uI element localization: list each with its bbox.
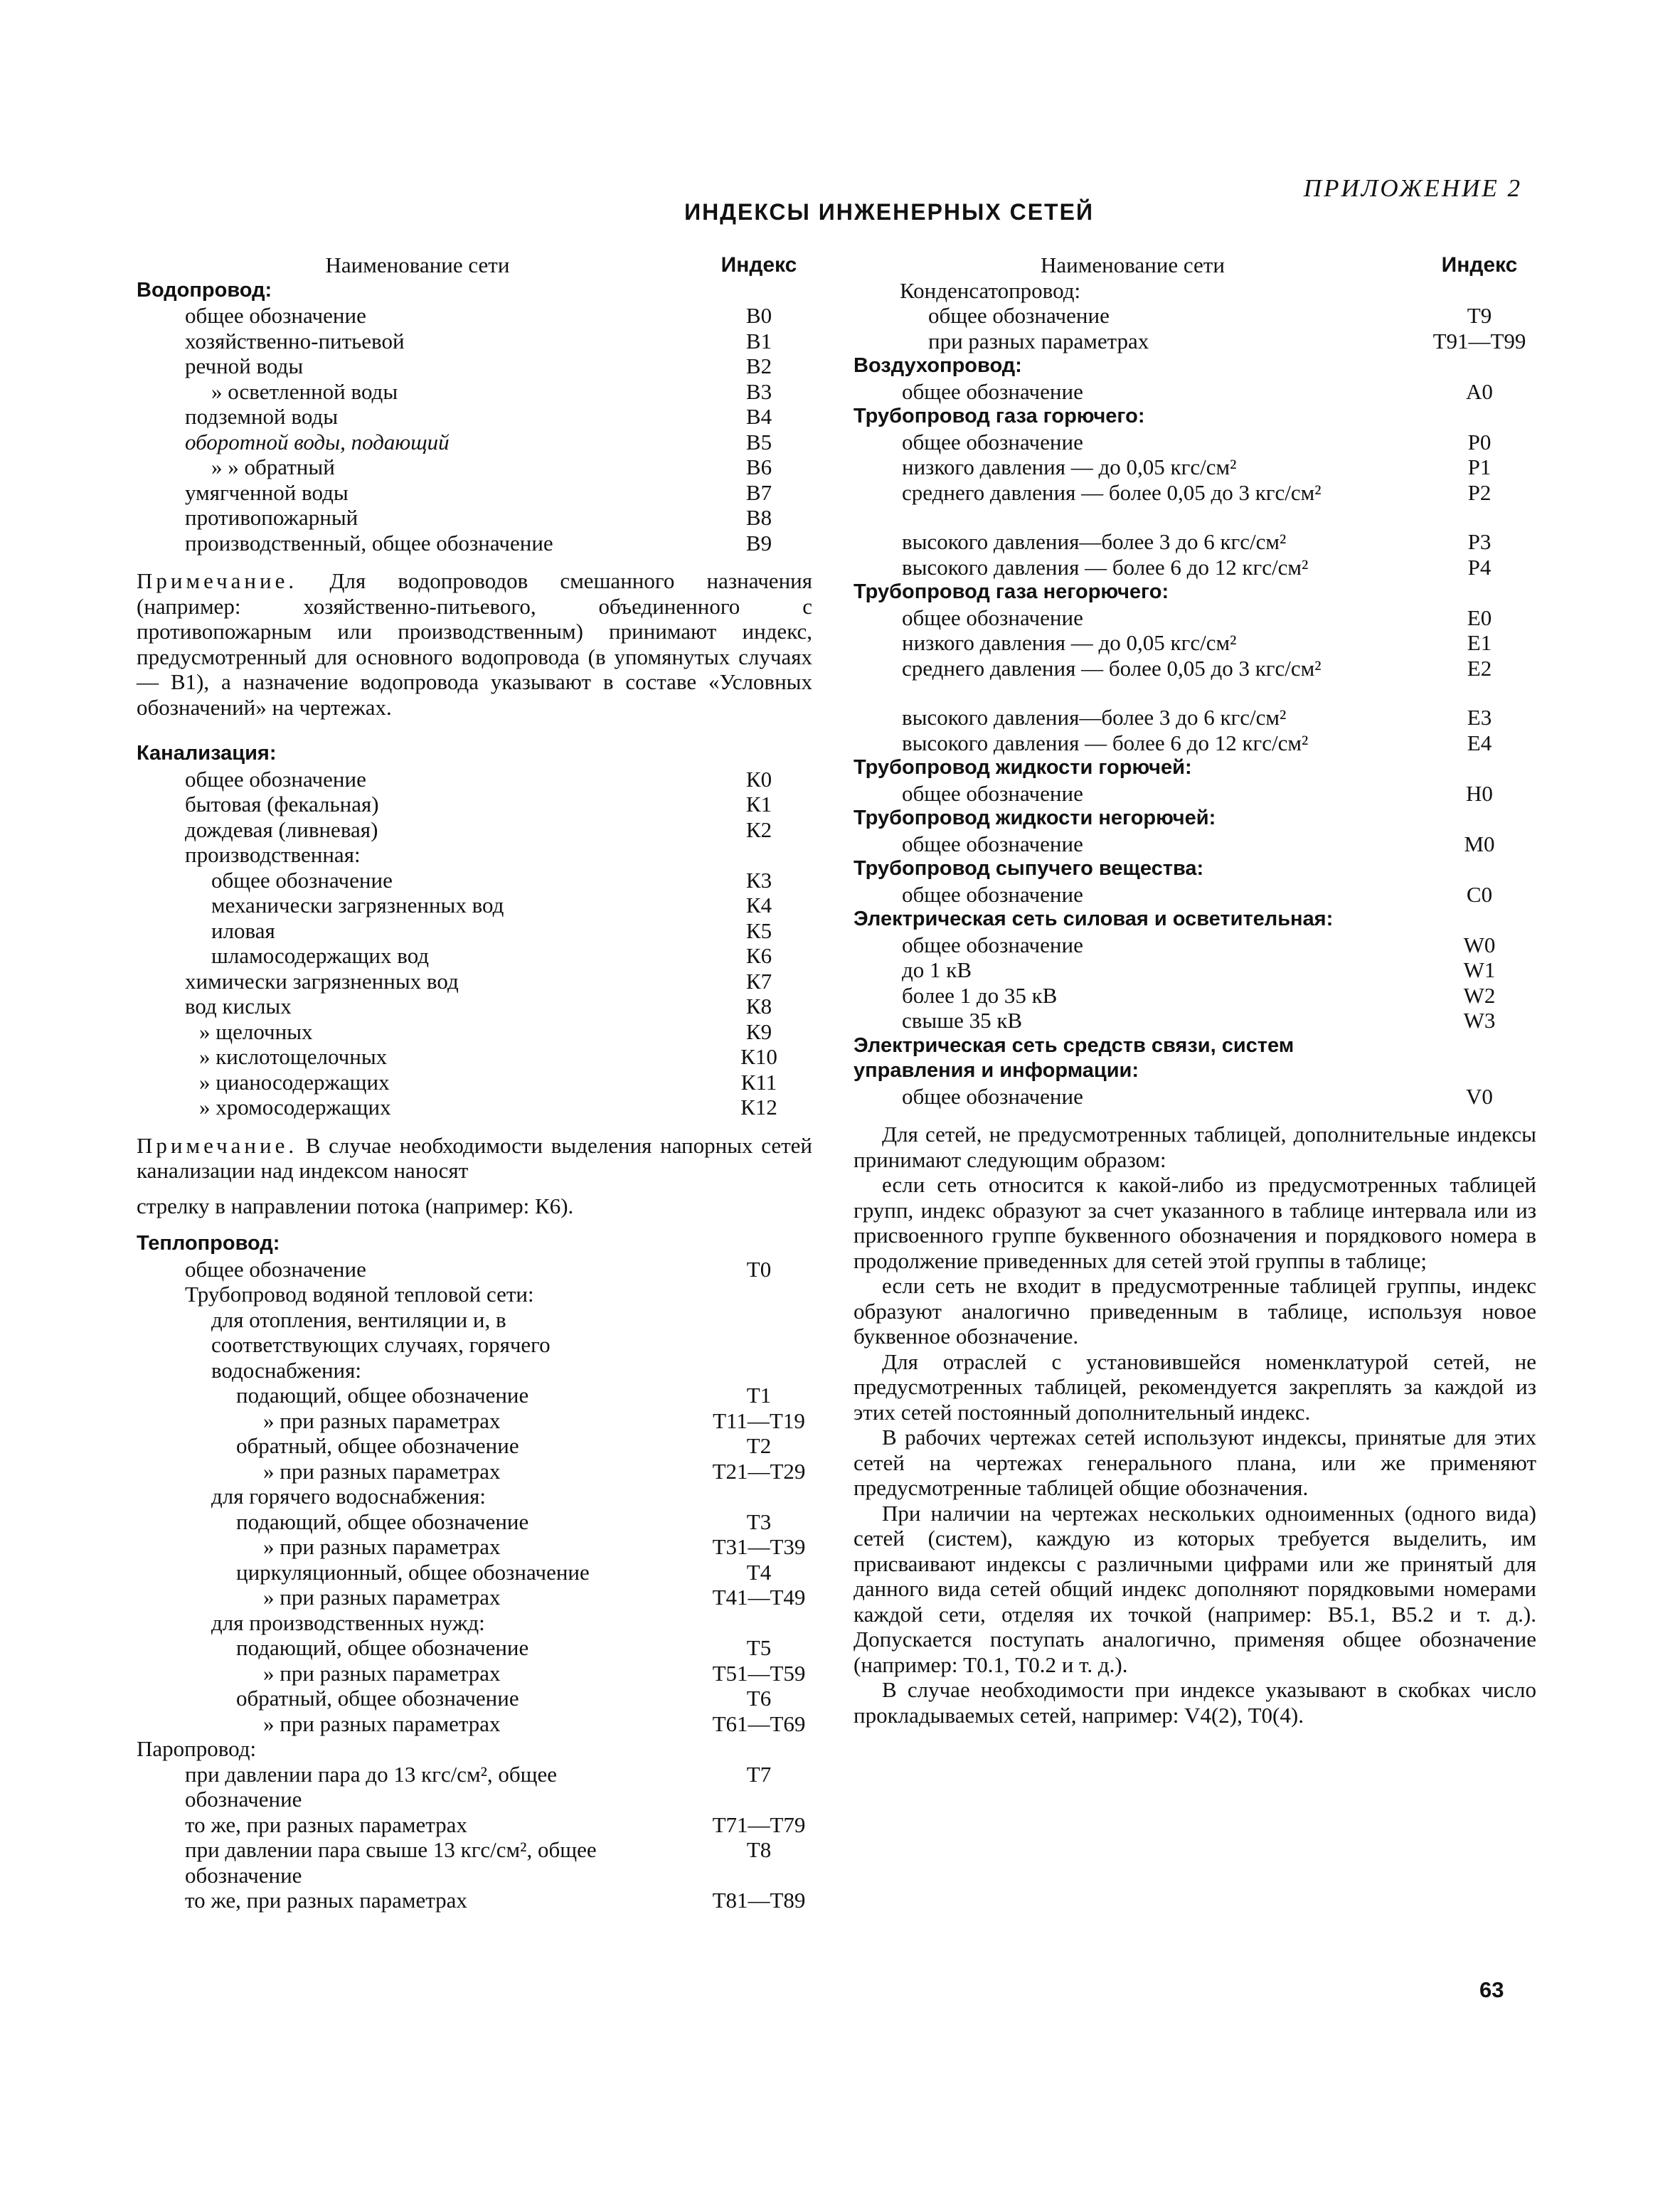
paragraph: В случае необходимости при индексе указывают в скобках число прокладываемых сетей, например: V4(2), Т0(4). xyxy=(854,1677,1536,1728)
row-name: речной воды xyxy=(185,353,304,378)
row-name: » цианосодержащих xyxy=(199,1069,390,1095)
row-name: при давлении пара свыше 13 кгс/см², общее обозначение xyxy=(185,1837,597,1888)
table-row xyxy=(854,831,1547,857)
row-name: общее обозначение xyxy=(185,766,366,792)
table-row xyxy=(854,454,1547,480)
row-index: К4 xyxy=(745,893,772,918)
section-title: Трубопровод жидкости горючей: xyxy=(854,756,1192,779)
row-index: К0 xyxy=(745,766,772,792)
row-index: К6 xyxy=(745,943,772,968)
row-index: Т11—Т19 xyxy=(713,1408,805,1433)
table-row xyxy=(137,454,819,480)
row-name: » при разных параметрах xyxy=(263,1458,501,1484)
appendix-label: ПРИЛОЖЕНИЕ 2 xyxy=(1303,174,1522,202)
paragraph: При наличии на чертежах нескольких одноименных (одного вида) сетей (систем), каждую из которых требуется выделить, им присваивают индексы с различными цифрами или же принятый для данного вида сетей общий индекс дополняют порядковыми номерами каждой сети, отделяя их точкой (например: В5.1, В5.2 и т. д.). Допускается поступать аналогично, применяя общее обозначение (например: Т0.1, Т0.2 и т. д.). xyxy=(854,1500,1536,1677)
row-index: В9 xyxy=(745,530,772,555)
table-header xyxy=(854,252,1547,278)
table-row xyxy=(137,1307,819,1383)
section-title: Электрическая сеть средств связи, систем управления и информации: xyxy=(854,1033,1294,1082)
row-index: К1 xyxy=(745,792,772,817)
table-row xyxy=(137,1044,819,1070)
row-name: » хромосодержащих xyxy=(199,1095,391,1120)
table-row xyxy=(854,303,1547,329)
paragraph: Для сетей, не предусмотренных таблицей, дополнительные индексы принимают следующим образом: xyxy=(854,1122,1536,1172)
row-index: А0 xyxy=(1466,378,1493,404)
table-row xyxy=(137,1408,819,1434)
table-row xyxy=(854,882,1547,908)
row-name: механически загрязненных вод xyxy=(211,893,504,918)
row-name: при давлении пара до 13 кгс/см², общее обозначение xyxy=(185,1761,558,1812)
row-index: С0 xyxy=(1466,881,1493,907)
table-row xyxy=(137,1257,819,1282)
row-name: общее обозначение xyxy=(902,932,1083,957)
row-index: В1 xyxy=(745,328,772,353)
row-index: Р2 xyxy=(1467,479,1492,505)
table-row xyxy=(137,1560,819,1585)
row-index: В6 xyxy=(745,454,772,479)
row-index: Р3 xyxy=(1467,529,1492,554)
note-sewer-cont: стрелку в направлении потока (например: К6). xyxy=(137,1193,574,1218)
table-row xyxy=(137,1837,819,1888)
row-name: » при разных параметрах xyxy=(263,1660,501,1686)
row-index: Е2 xyxy=(1467,655,1492,681)
section-title: Водопровод: xyxy=(137,278,272,302)
row-name: подающий, общее обозначение xyxy=(236,1635,529,1660)
row-index: V0 xyxy=(1466,1083,1493,1109)
row-name: иловая xyxy=(211,918,275,943)
row-name: » при разных параметрах xyxy=(263,1408,501,1433)
header-name: Наименование сети xyxy=(325,252,510,277)
table-row xyxy=(137,1635,819,1661)
row-name: общее обозначение xyxy=(928,303,1110,328)
row-name: низкого давления — до 0,05 кгс/см² xyxy=(902,454,1237,479)
row-name: » » обратный xyxy=(211,454,335,479)
table-row xyxy=(137,918,819,944)
row-name: производственный, общее обозначение xyxy=(185,530,553,555)
row-index: Е1 xyxy=(1467,630,1492,655)
row-name: общее обозначение xyxy=(902,1083,1083,1109)
row-index xyxy=(698,1307,819,1383)
row-index: Т81—Т89 xyxy=(712,1888,806,1913)
table-row xyxy=(854,529,1547,555)
row-name: общее обозначение xyxy=(902,378,1083,404)
row-index: W3 xyxy=(1463,1008,1496,1033)
table-row xyxy=(137,430,819,455)
header-index: Индекс xyxy=(721,253,797,277)
row-name: оборотной воды, подающий xyxy=(185,429,450,454)
table-row xyxy=(854,730,1547,756)
row-name: то же, при разных параметрах xyxy=(185,1812,467,1837)
row-name: производственная: xyxy=(185,842,361,867)
row-name: противопожарный xyxy=(185,505,358,530)
row-index: Т41—Т49 xyxy=(712,1585,806,1610)
table-row xyxy=(137,1383,819,1408)
row-name: низкого давления — до 0,05 кгс/см² xyxy=(902,630,1237,655)
section-title: Электрическая сеть силовая и осветительная: xyxy=(854,908,1334,930)
row-index: Т2 xyxy=(746,1433,772,1458)
table-row xyxy=(137,994,819,1019)
row-name: высокого давления — более 6 до 12 кгс/см² xyxy=(902,730,1309,755)
row-index: Т31—Т39 xyxy=(712,1534,806,1559)
row-name: умягченной воды xyxy=(185,479,349,505)
row-index: Р0 xyxy=(1467,429,1492,454)
row-name: свыше 35 кВ xyxy=(902,1008,1023,1033)
note-text: В случае необходимости выделения напорных сетей канализации над индексом наносят xyxy=(137,1132,812,1183)
row-name: обратный, общее обозначение xyxy=(236,1686,519,1711)
note-sewer xyxy=(137,1133,812,1184)
row-name: циркуляционный, общее обозначение xyxy=(236,1559,590,1585)
section-title: Трубопровод газа негорючего: xyxy=(854,580,1169,603)
table-row xyxy=(854,983,1547,1009)
page-title: ИНДЕКСЫ ИНЖЕНЕРНЫХ СЕТЕЙ xyxy=(684,199,1094,225)
row-index: Т61—Т69 xyxy=(712,1711,806,1736)
table-row xyxy=(137,1509,819,1535)
table-row xyxy=(137,505,819,531)
row-name: вод кислых xyxy=(185,994,292,1019)
paragraph: Для отраслей с установившейся номенклатурой сетей, не предусмотренных таблицей, рекомендуется закреплять за каждой из этих сетей постоянный дополнительный индекс. xyxy=(854,1349,1536,1425)
table-row xyxy=(137,1459,819,1484)
row-index: Т4 xyxy=(746,1559,772,1585)
row-index: W2 xyxy=(1463,982,1496,1008)
row-index: К9 xyxy=(745,1019,772,1044)
table-row xyxy=(137,792,819,817)
table-row xyxy=(137,767,819,792)
row-name: высокого давления—более 3 до 6 кгс/см² xyxy=(902,529,1287,554)
row-index: К2 xyxy=(745,817,772,842)
row-name: подающий, общее обозначение xyxy=(236,1509,529,1534)
table-row xyxy=(137,329,819,354)
row-name: » кислотощелочных xyxy=(199,1044,388,1069)
table-row xyxy=(137,1686,819,1711)
note-text: Для водопроводов смешанного назначения (например: хозяйственно-питьевого, объединенного с противопожарным или производственным) принимают индекс, предусмотренный для основного водопровода (в упомянутых случаях — В1), а назначение водопровода указывают в составе «Условных обозначений» на чертежах. xyxy=(137,568,813,720)
row-name: высокого давления — более 6 до 12 кгс/см² xyxy=(902,554,1309,580)
section-title: Воздухопровод: xyxy=(854,354,1022,377)
row-name: более 1 до 35 кВ xyxy=(902,982,1058,1008)
row-index: Т9 xyxy=(1467,303,1492,328)
row-name: общее обозначение xyxy=(185,1256,366,1282)
table-row xyxy=(854,379,1547,405)
row-name: » осветленной воды xyxy=(211,378,398,404)
row-name: для производственных нужд: xyxy=(211,1610,485,1635)
row-name: бытовая (фекальная) xyxy=(185,792,379,817)
table-row xyxy=(137,1812,819,1838)
notes-block xyxy=(854,1122,1536,1728)
row-name: до 1 кВ xyxy=(902,957,972,982)
table-row xyxy=(137,868,819,893)
row-name: химически загрязненных вод xyxy=(185,968,459,994)
row-index: Е3 xyxy=(1467,705,1492,730)
table-row xyxy=(137,1095,819,1120)
row-index: К8 xyxy=(745,994,772,1019)
row-name: общее обозначение xyxy=(902,831,1083,856)
table-row xyxy=(854,1084,1547,1110)
row-index: В3 xyxy=(745,378,772,404)
section-title: Канализация: xyxy=(137,742,277,765)
row-index: Т0 xyxy=(746,1256,772,1282)
row-index: Т8 xyxy=(746,1837,772,1862)
row-name: хозяйственно-питьевой xyxy=(185,328,405,353)
row-name: обратный, общее обозначение xyxy=(236,1433,519,1458)
row-name: общее обозначение xyxy=(902,429,1083,454)
paragraph: если сеть не входит в предусмотренные таблицей группы, индекс образуют аналогично приведенным в таблице, используя новое буквенное обозначение. xyxy=(854,1273,1536,1349)
row-index: В2 xyxy=(745,353,772,378)
table-row xyxy=(137,1070,819,1095)
row-index xyxy=(698,1610,819,1636)
row-name: общее обозначение xyxy=(211,867,393,893)
row-index: В5 xyxy=(745,429,772,454)
row-index: К10 xyxy=(740,1044,777,1069)
row-name: то же, при разных параметрах xyxy=(185,1888,467,1913)
table-row xyxy=(854,555,1547,580)
section-title: Конденсатопровод: xyxy=(900,277,1081,303)
table-row xyxy=(854,605,1547,631)
row-name: » щелочных xyxy=(199,1019,313,1044)
row-index: Т6 xyxy=(746,1686,772,1711)
table-row xyxy=(137,1534,819,1560)
table-row xyxy=(137,480,819,506)
row-index: К3 xyxy=(745,867,772,893)
row-index: Н0 xyxy=(1466,780,1493,806)
table-row xyxy=(137,404,819,430)
row-index: Т51—Т59 xyxy=(712,1660,806,1686)
table-row xyxy=(854,957,1547,983)
row-index: Т91—Т99 xyxy=(1432,328,1526,353)
table-row xyxy=(137,1019,819,1045)
row-index: Т1 xyxy=(746,1383,772,1408)
row-index: К5 xyxy=(745,918,772,943)
table-row xyxy=(854,656,1547,681)
row-index: К12 xyxy=(740,1095,777,1120)
row-index: Т5 xyxy=(746,1635,772,1660)
row-index: Т7 xyxy=(746,1761,772,1787)
row-name: высокого давления—более 3 до 6 кгс/см² xyxy=(902,705,1287,730)
row-name: подземной воды xyxy=(185,404,339,429)
table-row xyxy=(854,329,1547,354)
header-index: Индекс xyxy=(1441,253,1518,277)
table-row xyxy=(137,1433,819,1459)
row-index: Е0 xyxy=(1467,605,1492,630)
section-title: Теплопровод: xyxy=(137,1232,280,1255)
table-row xyxy=(137,1585,819,1610)
table-row xyxy=(137,303,819,329)
row-name: общее обозначение xyxy=(185,303,366,328)
note-label: Примечание. xyxy=(137,1132,298,1158)
row-index: Т71—Т79 xyxy=(712,1812,806,1837)
table-row xyxy=(137,1711,819,1737)
table-row xyxy=(137,969,819,994)
table-row xyxy=(854,781,1547,807)
row-name: дождевая (ливневая) xyxy=(185,817,378,842)
row-name: шламосодержащих вод xyxy=(211,943,430,968)
left-column xyxy=(137,252,819,1913)
row-name: общее обозначение xyxy=(902,605,1083,630)
section-title: Трубопровод газа горючего: xyxy=(854,405,1145,427)
row-name: среднего давления — более 0,05 до 3 кгс/см² xyxy=(902,655,1322,681)
table-row xyxy=(137,531,819,556)
row-name: для горячего водоснабжения: xyxy=(211,1484,487,1509)
row-index: Р1 xyxy=(1467,454,1492,479)
table-row xyxy=(137,1282,819,1307)
row-index: Т3 xyxy=(746,1509,772,1534)
row-name: общее обозначение xyxy=(902,780,1083,806)
page-number: 63 xyxy=(1479,1977,1504,2002)
note-label: Примечание. xyxy=(137,568,298,593)
table-row xyxy=(854,430,1547,455)
row-name: » при разных параметрах xyxy=(263,1534,501,1559)
section-title: Трубопровод жидкости негорючей: xyxy=(854,807,1216,829)
row-index: Е4 xyxy=(1467,730,1492,755)
table-row xyxy=(137,1610,819,1636)
row-index: К11 xyxy=(740,1069,777,1095)
right-column xyxy=(854,252,1547,1728)
row-index: W1 xyxy=(1463,957,1496,982)
table-row xyxy=(137,379,819,405)
table-header xyxy=(137,252,819,278)
note-water xyxy=(137,568,812,720)
row-name: при разных параметрах xyxy=(928,328,1149,353)
row-index: Р4 xyxy=(1467,554,1492,580)
table-row xyxy=(137,842,819,868)
row-index: М0 xyxy=(1464,831,1495,856)
row-index: К7 xyxy=(745,968,772,994)
section-title: Трубопровод сыпучего вещества: xyxy=(854,857,1204,880)
row-index: В8 xyxy=(745,505,772,530)
paragraph: если сеть относится к какой-либо из предусмотренных таблицей групп, индекс образуют за счет указанного в таблице интервала или из присвоенного группе буквенного обозначения и порядкового номера в продолжение приведенных для сетей этой группы в таблице; xyxy=(854,1172,1536,1273)
row-index xyxy=(698,1484,819,1509)
row-name: Трубопровод водяной тепловой сети: xyxy=(185,1282,534,1307)
row-index xyxy=(698,1282,819,1307)
row-name: среднего давления — более 0,05 до 3 кгс/см² xyxy=(902,479,1322,505)
table-row xyxy=(137,943,819,969)
row-index xyxy=(698,842,819,868)
table-row xyxy=(854,480,1547,506)
table-row xyxy=(137,1484,819,1509)
table-row xyxy=(854,630,1547,656)
row-index: W0 xyxy=(1463,932,1496,957)
table-row xyxy=(854,932,1547,958)
table-row xyxy=(854,705,1547,730)
row-name: » при разных параметрах xyxy=(263,1711,501,1736)
row-name: подающий, общее обозначение xyxy=(236,1383,529,1408)
table-row xyxy=(137,1762,819,1812)
table-row xyxy=(137,1661,819,1686)
row-name: для отопления, вентиляции и, в соответствующих случаях, горячего водоснабжения: xyxy=(211,1307,551,1383)
table-row xyxy=(854,1008,1547,1033)
paragraph: В рабочих чертежах сетей используют индексы, принятые для этих сетей на чертежах генерального плана, или же применяют предусмотренные таблицей общие обозначения. xyxy=(854,1425,1536,1500)
header-name: Наименование сети xyxy=(1041,252,1225,277)
row-index: В7 xyxy=(745,479,772,505)
row-index: В4 xyxy=(745,404,772,429)
table-row xyxy=(137,817,819,843)
section-title: Паропровод: xyxy=(137,1736,257,1761)
row-index: Т21—Т29 xyxy=(712,1458,806,1484)
table-row xyxy=(137,353,819,379)
row-name: » при разных параметрах xyxy=(263,1585,501,1610)
row-name: общее обозначение xyxy=(902,881,1083,907)
table-row xyxy=(137,1888,819,1913)
table-row xyxy=(137,893,819,918)
row-index: В0 xyxy=(745,303,772,328)
